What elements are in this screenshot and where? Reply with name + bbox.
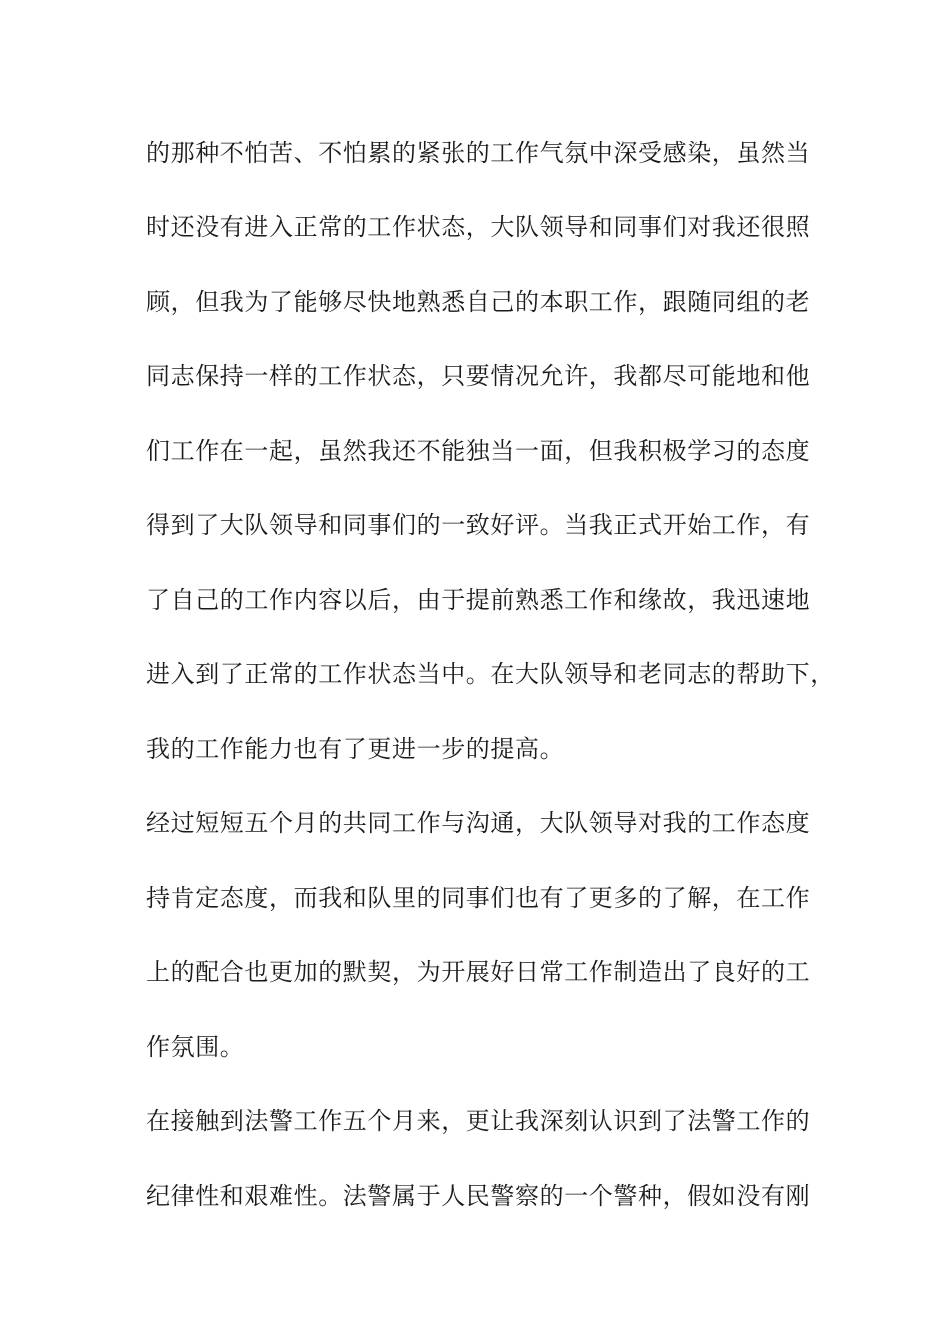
text-line: 我的工作能力也有了更进一步的提高。: [146, 735, 565, 763]
text-line: 得到了大队领导和同事们的一致好评。当我正式开始工作，有: [146, 511, 811, 539]
text-line: 持肯定态度，而我和队里的同事们也有了更多的了解，在工作: [146, 884, 811, 912]
text-line: 的那种不怕苦、不怕累的紧张的工作气氛中深受感染，虽然当: [146, 139, 811, 167]
text-line: 们工作在一起，虽然我还不能独当一面，但我积极学习的态度: [146, 437, 811, 465]
text-line: 顾，但我为了能够尽快地熟悉自己的本职工作，跟随同组的老: [146, 288, 811, 316]
text-line: 经过短短五个月的共同工作与沟通，大队领导对我的工作态度: [146, 809, 811, 837]
text-line: 纪律性和艰难性。法警属于人民警察的一个警种，假如没有刚: [146, 1182, 811, 1210]
text-line: 同志保持一样的工作状态，只要情况允许，我都尽可能地和他: [146, 362, 811, 390]
text-line: 进入到了正常的工作状态当中。在大队领导和老同志的帮助下，: [146, 660, 835, 688]
text-line: 上的配合也更加的默契，为开展好日常工作制造出了良好的工: [146, 958, 811, 986]
text-line: 作氛围。: [146, 1033, 245, 1061]
text-line: 在接触到法警工作五个月来，更让我深刻认识到了法警工作的: [146, 1107, 811, 1135]
text-line: 时还没有进入正常的工作状态，大队领导和同事们对我还很照: [146, 213, 811, 241]
text-line: 了自己的工作内容以后，由于提前熟悉工作和缘故，我迅速地: [146, 586, 811, 614]
